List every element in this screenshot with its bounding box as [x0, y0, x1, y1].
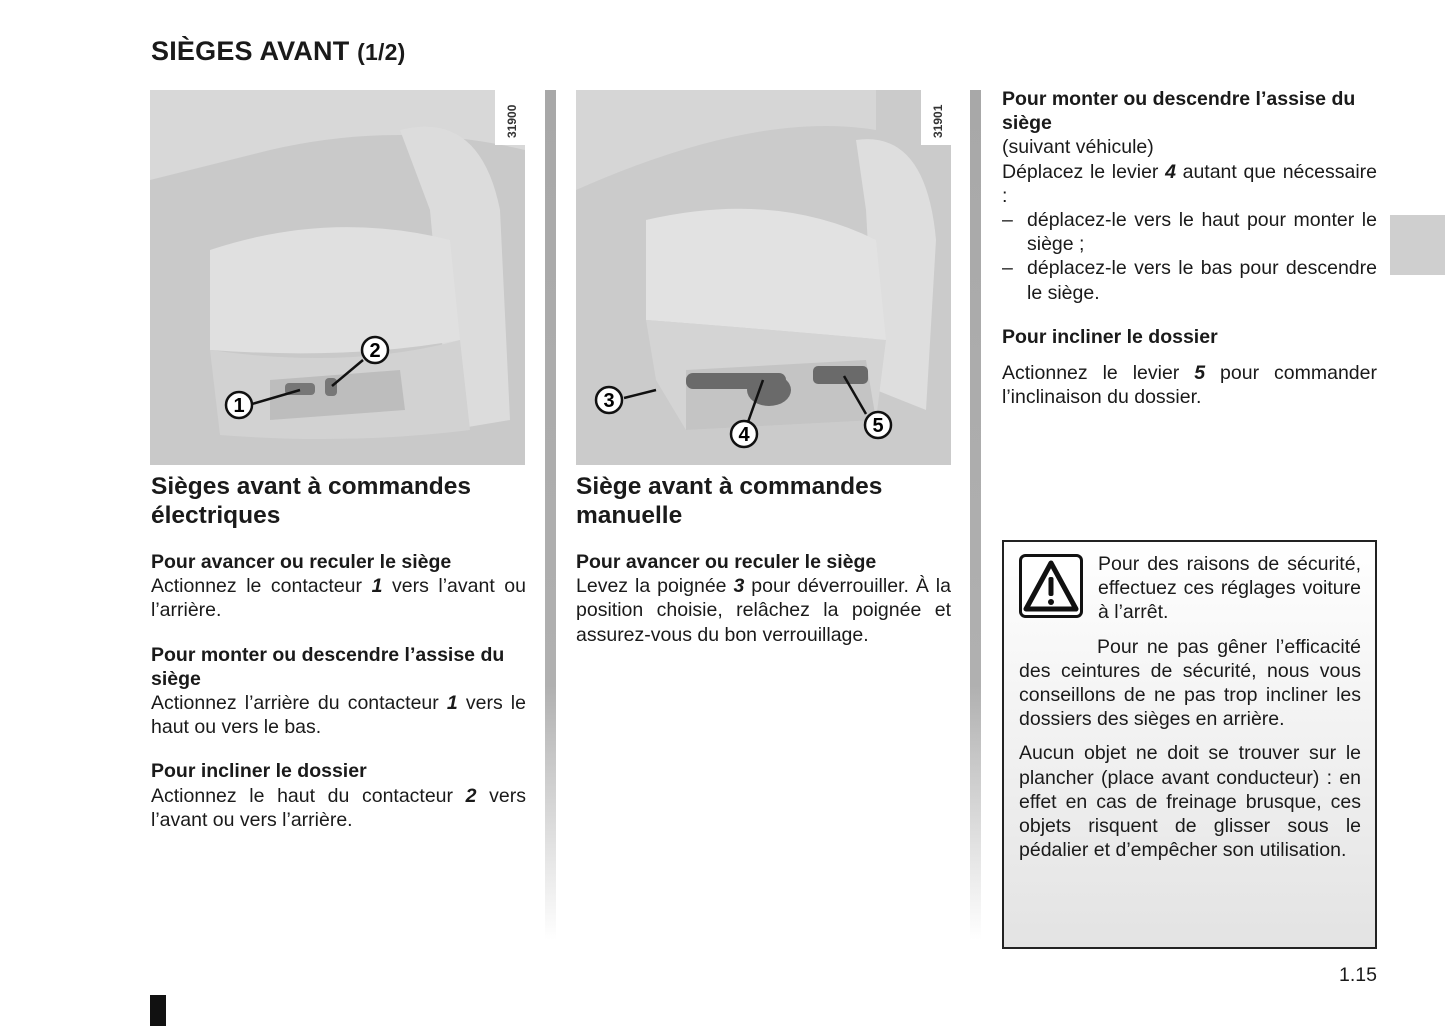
section	[1002, 87, 1377, 305]
title-text: SIÈGES AVANT	[151, 36, 350, 66]
page-title	[151, 36, 405, 67]
photo-ref: 31901	[931, 104, 945, 138]
section	[151, 759, 526, 832]
warning-paragraph: Pour ne pas gêner l’efficacité des ceintures de sécurité, nous vous conseillons de ne pas trop incliner les dossiers des sièges en arrière.	[1019, 635, 1361, 731]
left-column	[151, 472, 526, 852]
warning-triangle-icon	[1019, 554, 1083, 618]
warning-paragraph: Pour des raisons de sécurité, effectuez ces réglages voiture à l’arrêt.	[1098, 553, 1361, 624]
paragraph: Actionnez l’arrière du contacteur 1 vers le haut ou vers le bas.	[151, 692, 526, 739]
subheading: Pour incliner le dossier	[1002, 325, 1218, 348]
paragraph: Actionnez le haut du contacteur 2 vers l’avant ou vers l’arrière.	[151, 784, 526, 831]
middle-column	[576, 472, 951, 667]
warning-paragraph: Aucun objet ne doit se trouver sur le plancher (place avant conducteur) : en effet en cas de freinage brusque, ces objets risquent de glisser sous le pédalier et d’empêcher son utilisation.	[1019, 742, 1361, 862]
manual-seat-photo	[576, 90, 951, 465]
paragraph: Actionnez le levier 5 pour commander l’inclinaison du dossier.	[1002, 362, 1377, 409]
warning-box	[1002, 540, 1377, 949]
page-marker	[150, 995, 166, 1026]
subheading: Pour incliner le dossier	[151, 760, 367, 783]
chapter-tab	[1390, 215, 1445, 275]
page-number: 1.15	[1339, 964, 1377, 986]
subheading: Pour avancer ou reculer le siège	[576, 551, 877, 573]
title-suffix: (1/2)	[357, 39, 406, 65]
right-column	[1002, 87, 1377, 429]
paragraph: Déplacez le levier 4 autant que nécessaire :	[1002, 160, 1377, 207]
section	[576, 550, 951, 647]
column-divider	[545, 90, 556, 940]
section	[1002, 325, 1377, 410]
note: (suivant véhicule)	[1002, 136, 1154, 159]
subheading: Pour avancer ou reculer le siège	[151, 551, 452, 573]
electric-seat-photo	[150, 90, 525, 465]
section-heading: Sièges avant à commandes électriques	[151, 473, 472, 529]
paragraph: Actionnez le contacteur 1 vers l’avant ou l’arrière.	[151, 575, 527, 622]
photo-ref: 31900	[505, 104, 519, 138]
callout-2-label: 2	[369, 340, 381, 362]
subheading: Pour monter ou descendre l’assise du siège	[1002, 88, 1356, 135]
callout-3-label: 3	[603, 390, 615, 412]
list-item: – déplacez-le vers le bas pour descendre le siège.	[1002, 257, 1377, 304]
section	[151, 643, 526, 740]
list-item: – déplacez-le vers le haut pour monter le siège ;	[1002, 209, 1377, 256]
section-heading: Siège avant à commandes manuelle	[576, 473, 883, 529]
subheading: Pour monter ou descendre l’assise du siège	[151, 643, 505, 690]
callout-5-label: 5	[872, 415, 884, 437]
paragraph: Levez la poignée 3 pour déverrouiller. À la position choisie, relâchez la poignée et assurez-vous du bon verrouillage.	[576, 575, 951, 646]
callout-4-label: 4	[738, 424, 750, 446]
callout-1-label: 1	[233, 395, 245, 417]
column-divider	[970, 90, 981, 940]
section	[151, 550, 526, 623]
